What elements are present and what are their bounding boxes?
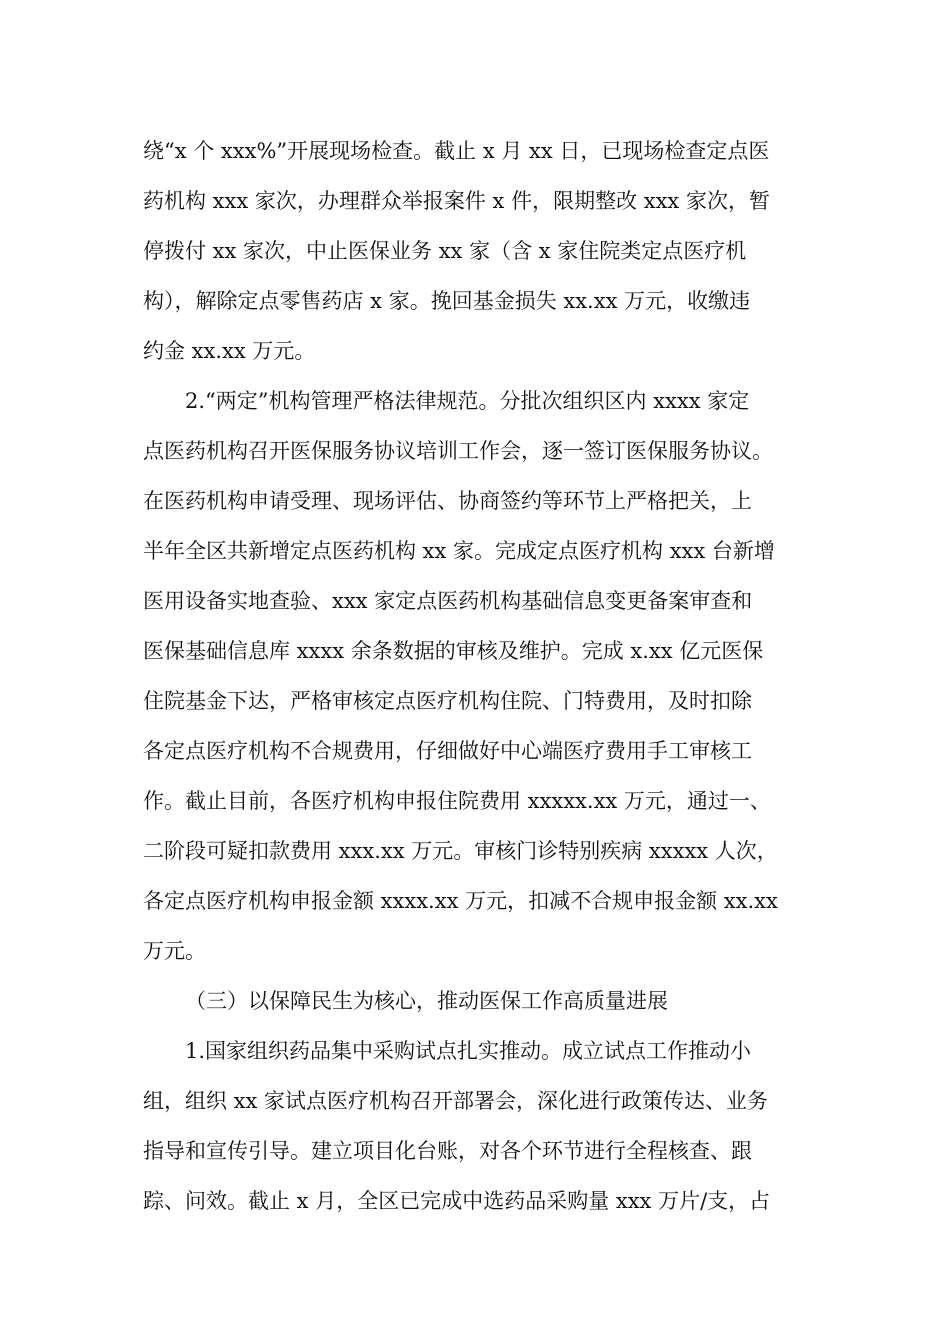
paragraph-line: 在医药机构申请受理、现场评估、协商签约等环节上严格把关，上: [143, 489, 752, 513]
paragraph-line: 停拨付 xx 家次，中止医保业务 xx 家（含 x 家住院类定点医疗机: [143, 239, 747, 263]
paragraph-line: 万元。: [143, 939, 206, 963]
paragraph-line: 1.国家组织药品集中采购试点扎实推动。成立试点工作推动小: [185, 1039, 752, 1063]
document-body: [143, 126, 813, 1226]
paragraph-line: 各定点医疗机构不合规费用，仔细做好中心端医疗费用手工审核工: [143, 739, 752, 763]
paragraph-line: 住院基金下达，严格审核定点医疗机构住院、门特费用，及时扣除: [143, 689, 752, 713]
paragraph-line: 医用设备实地查验、xxx 家定点医药机构基础信息变更备案审查和: [143, 589, 753, 613]
paragraph-line: 各定点医疗机构申报金额 xxxx.xx 万元，扣减不合规申报金额 xx.xx: [143, 889, 778, 913]
paragraph-line: 二阶段可疑扣款费用 xxx.xx 万元。审核门诊特别疾病 xxxxx 人次，: [143, 839, 778, 863]
paragraph-line: 构），解除定点零售药店 x 家。挽回基金损失 xx.xx 万元，收缴违: [143, 289, 751, 313]
paragraph-line: 组，组织 xx 家试点医疗机构召开部署会，深化进行政策传达、业务: [143, 1089, 769, 1113]
paragraph-line: 作。截止目前，各医疗机构申报住院费用 xxxxx.xx 万元，通过一、: [143, 789, 771, 813]
paragraph-line: 点医药机构召开医保服务协议培训工作会，逐一签订医保服务协议。: [143, 439, 773, 463]
paragraph-line: 绕“x 个 xxx%”开展现场检查。截止 x 月 xx 日，已现场检查定点医: [143, 139, 770, 163]
paragraph-line: 2.“两定”机构管理严格法律规范。分批次组织区内 xxxx 家定: [185, 389, 750, 413]
paragraph-line: 踪、问效。截止 x 月，全区已完成中选药品采购量 xxx 万片/支，占: [143, 1189, 771, 1213]
paragraph-line: 指导和宣传引导。建立项目化台账，对各个环节进行全程核查、跟: [143, 1139, 752, 1163]
paragraph-line: 药机构 xxx 家次，办理群众举报案件 x 件，限期整改 xxx 家次，暂: [143, 189, 770, 213]
section-heading: （三）以保障民生为核心，推动医保工作高质量进展: [185, 989, 668, 1013]
paragraph-line: 半年全区共新增定点医药机构 xx 家。完成定点医疗机构 xxx 台新增: [143, 539, 775, 563]
paragraph-line: 医保基础信息库 xxxx 余条数据的审核及维护。完成 x.xx 亿元医保: [143, 639, 764, 663]
paragraph-line: 约金 xx.xx 万元。: [143, 339, 316, 363]
